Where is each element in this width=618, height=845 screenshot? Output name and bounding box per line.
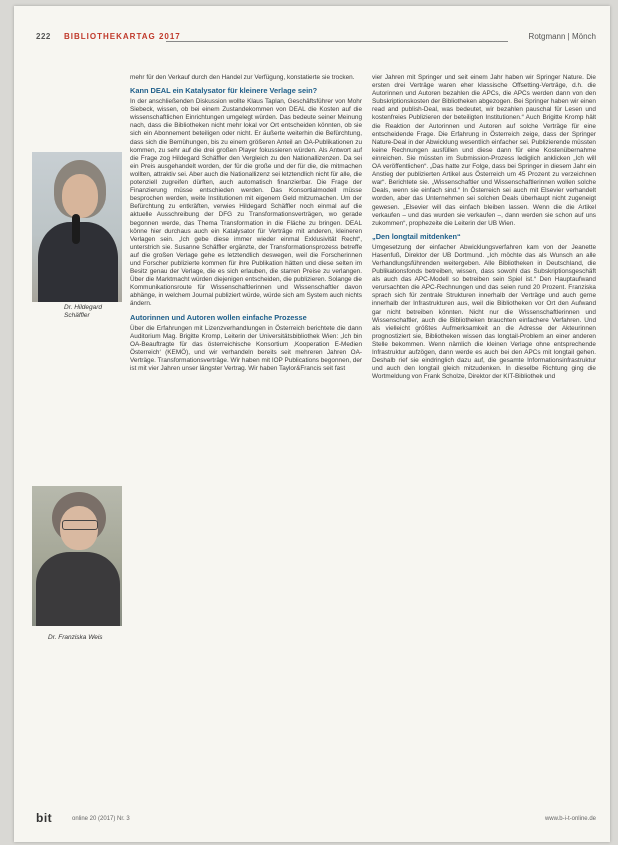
microphone-icon [72,214,80,244]
photo-caption-1: Dr. Hildegard Schäffler [64,304,103,319]
glasses-icon [62,520,98,530]
paragraph-discussion: In der anschließenden Diskussion wollte Klaus Taplan, Geschäftsführer von Mohr Siebeck, wissen, ob bei einem Zustandekommen von DEAL die Kosten auf die wissenschaftlichen Einrichtungen umgelegt würden. Das bedeute seiner Meinung nach, dass die Bibliotheken nicht mehr lokal vor Ort entscheiden könnten, ob sie sich ein Abonnement beteiligen oder nicht. Er äußerte weiterhin die Befürchtung, dass sich die Bemühungen, bis zu einem größeren Anteil an OA-Publikationen zu kommen, zu sehr auf die drei großen Player fokussieren würden. Als Antwort auf die Frage zog Hildegard Schäffler den Vergleich zu den Nationallizenzen. Da sei ein Preis ausgehandelt worden, der für die große und der für die, die mitmachen wollten, attraktiv sei. Aber auch die Nationallizenz sei letztendlich nicht für alle, die potenziell zugreifen dürften, auch automatisch finanzierbar. Die Frage der Finanzierung müsse entschieden werden. Das Konsortialmodell müsse besprochen werden, weite Institutionen mit eigenem Geld mitzumachen. Um der Befürchtung zu entkräften, verwies Hildegard Schäffler noch einmal auf die aktuelle Ausschreibung der DFG zu Transformationsverträgen, wo gerade begonnen werde, das Thema Transformation in die Fläche zu bringen. DEAL könne hier durchaus auch ein Katalysator für Verträge mit anderen, kleineren Verlagen sein. „Ich gebe diese immer wieder einmal Exklusivität Recht“, unterstrich sie. Susanne Schäffler ergänzte, der Transformationsprozess betreffe auf die großen Verlage gehe es letztendlich deswegen, weil die Forscherinnen und Forscher publizierte kommen für ihre Publikation hätten und diese selten im Besitz genau der Verlage, die es sich erlauben, die starren Preise zu verlangen. Über die Marktmacht würden diejenigen entscheiden, die publizieren. Solange die Kommunikationsroute für Wissenschaftlerinnen und Wissenschaftler davon abhänge, in welchem Journal publiziert würde, würde sich am System auch nichts ändern. [130,98,362,308]
paragraph-springer: vier Jahren mit Springer und seit einem Jahr haben wir Springer Nature. Die ersten drei Verträge waren eher klassische Offsetting-Verträge, d.h. die Autorinnen und Autoren bezahlen die APCs, die APCs werden dann von den Subskriptionskosten der Bibliotheken abgezogen. Bei Springer haben wir einen read and publish-Deal, was bedeutet, wir bezahlen pauschal für Lesen und kostenfreies Publizieren der beteiligten Institutionen.“ Auch Brigitte Kromp hält die Reaktion der Autorinnen und Autoren auf solche Verträge für eine entscheidende Frage. Die Erfahrung in Österreich zeige, dass der Springer Nature-Deal in der Abwicklung wesentlich einfacher sei. Publizierende müssten keine Rechnungen ausfüllen und diese dann für eine Kostenübernahme einreichen. Sie müssten im Submission-Prozess lediglich anklicken „Ich will OA veröffentlichen“. „Das hatte zur Folge, dass bei Springer in diesem Jahr ein Anstieg der publizierten Artikel aus Österreich um 45 Prozent zu verzeichnen war“. Berichtete sie. „Wissenschaftler und Wissenschaftlerinnen wollen solche Deals, wenn sie einfach sind.“ In Österreich sei auch mit Elsevier verhandelt worden, aber das Unternehmen sei solchen Deals überhaupt nicht zugeneigt gewesen. „Elsevier will das einfach bleiben lassen. Wenn die die Artikel verkaufen – und das wurden sie verkaufen –, dann werden sie schon auf uns zukommen“, prophezeite die Leiterin der UB Wien. [372,74,596,227]
bit-logo: bit [36,811,53,825]
subheading-longtail: „Den longtail mitdenken“ [372,231,461,241]
face-shape [62,174,98,218]
paragraph-intro: mehr für den Verkauf durch den Handel zur Verfügung, konstatierte sie trocken. [130,74,355,81]
page-number: 222 [36,32,51,41]
text-column-left [130,74,362,373]
subheading-deal: Kann DEAL ein Katalysator für kleinere Verlage sein? [130,86,318,96]
paragraph-austria: Über die Erfahrungen mit Lizenzverhandlungen in Österreich berichtete die dann Auditorium Mag. Brigitte Kromp, Leiterin der Universitätsbibliothek Wien: „Ich bin OA-Beauftragte für das österreichische Konsortium ‚Kooperation E-Medien Österreich‘ (KEMÖ), und wir verhandeln bereits seit mehreren Jahren OA-Verträge. Transformationsverträge. Wir haben mit IOP Publications begonnen, der ist mit vier Jahren unser längster Vertrag. Wir haben Taylor&Francis seit fast [130,324,362,372]
page-footer [36,811,596,826]
issue-label: online 20 (2017) Nr. 3 [72,816,130,822]
footer-url: www.b-i-t-online.de [544,816,596,822]
photo-caption-2: Dr. Franziska Weis [48,634,103,641]
header-rule [166,41,508,42]
page-header [36,32,596,46]
running-section: Rotgmann | Mönch [528,32,596,41]
portrait-photo-1 [32,152,122,302]
page [14,6,610,842]
text-column-right [372,74,596,381]
paragraph-longtail: Umgesetzung der einfacher Abwicklungsverfahren kam von der Jeanette Hasenfuß, Direktor der UB Dortmund. „Ich möchte das als Wunsch an alle Verhandlungsführenden weitergeben. Alle Bibliotheken in Deutschland, die Publikationsfonds betreiben, wissen, dass sowohl das Subskriptionsgeschäft als auch das APC-Modell so betreiben sein Spiel ist.“ Den Hauptaufwand verursachten die APC-Rechnungen und das seien rund 20 Prozent. Franziska sprach sich für zentrale Strukturen innerhalb der Verträge und auch gerne innerhalb der Infrastrukturen aus, weil die Bibliotheken vor Ort den Aufwand gar nicht betreiben könnten. Nicht nur die Wissenschaftlerinnen und Wissenschaftler, auch die Bibliotheken brauchten einfachere Verfahren. Und als vielleicht größtes Aufmerksamkeit an die Adresse der Akteurinnen prognostiziert sie, Bibliotheken wissen das longtail-Problem an einer anderen Stelle bekommen. Wenn nämlich die kleinen Verlage ohne entsprechende Infrastruktur aufzögen, dann werde es auch bei den APCs mit longtail gehen. Deshalb rief sie eindringlich dazu auf, die gesamte Informationsinfrastruktur und auch den longtail gleich mitzudenken. In dieselbe Richtung ging die Wortmeldung von Frank Scholze, Direktor der KIT-Bibliothek und [372,243,596,381]
subheading-processes: Autorinnen und Autoren wollen einfache Prozesse [130,312,307,322]
running-title: BIBLIOTHEKARTAG 2017 [64,32,181,41]
portrait-photo-2 [32,486,122,626]
body-shape [36,552,120,626]
